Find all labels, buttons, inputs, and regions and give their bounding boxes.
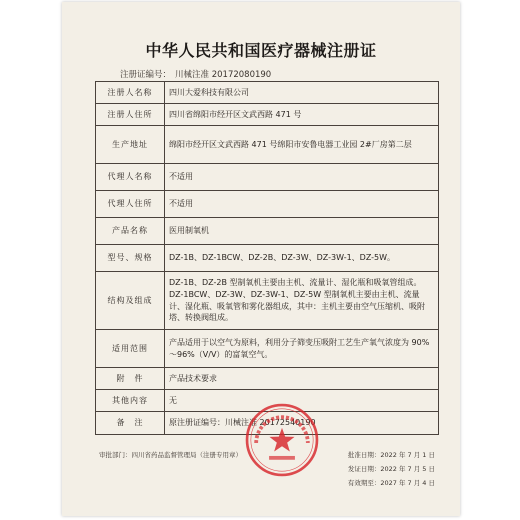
row-value: 产品适用于以空气为原料，利用分子筛变压吸附工艺生产氧气浓度为 90%～96%（V/V）的富氧空气。 [165, 330, 439, 368]
expiry-date: 有效期至：2027 年 7 月 4 日 [347, 479, 435, 487]
approval-agency [99, 450, 242, 459]
row-label: 注册人住所 [96, 104, 165, 126]
table-row [96, 164, 439, 191]
row-value: 原注册证编号：川械注准 20172540190 [165, 412, 439, 435]
row-value: DZ-1B、DZ-2B 型制氧机主要由主机、流量计、湿化瓶和吸氧管组成。DZ-1BCW、DZ-3W、DZ-3W-1、DZ-5W 型制氧机主要由主机、流量计、湿化瓶、吸氧管和雾化器组成，其中：主机主要由空气压缩机、吸附塔、转换阀组成。 [165, 272, 439, 330]
table-row [96, 272, 439, 330]
row-label: 其他内容 [96, 390, 165, 412]
row-value: 不适用 [165, 191, 439, 218]
agency-sub: （注册专用章） [196, 451, 242, 459]
table-row [96, 390, 439, 412]
row-value: DZ-1B、DZ-1BCW、DZ-2B、DZ-3W、DZ-3W-1、DZ-5W。 [165, 245, 439, 272]
registration-number-label: 注册证编号： [120, 70, 172, 80]
certificate-title: 中华人民共和国医疗器械注册证 [145, 41, 377, 60]
row-value: 不适用 [165, 164, 439, 191]
row-label: 注册人名称 [96, 82, 165, 104]
approval-date: 批准日期：2022 年 7 月 1 日 [347, 451, 435, 459]
agency-name: 四川省药品监督管理局 [131, 451, 197, 459]
table-row [96, 126, 439, 164]
table-row [96, 191, 439, 218]
row-label: 型号、规格 [96, 245, 165, 272]
certificate-page [62, 2, 460, 516]
row-value: 四川大爱科技有限公司 [165, 82, 439, 104]
row-label: 备 注 [96, 412, 165, 435]
table-row [96, 218, 439, 245]
approval-dates [348, 450, 435, 492]
certificate-table [95, 81, 439, 435]
row-label: 适用范围 [96, 330, 165, 368]
registration-number [120, 68, 271, 80]
row-value: 四川省绵阳市经开区文武西路 471 号 [165, 104, 439, 126]
table-row [96, 368, 439, 390]
row-label: 结构及组成 [96, 272, 165, 330]
row-label: 生产地址 [96, 126, 165, 164]
row-label: 代理人住所 [96, 191, 165, 218]
approval-footer [99, 448, 435, 498]
table-row [96, 245, 439, 272]
table-row [96, 412, 439, 435]
table-row [96, 330, 439, 368]
issue-date: 发证日期：2022 年 7 月 5 日 [347, 465, 435, 473]
row-value: 无 [165, 390, 439, 412]
agency-label: 审批部门： [99, 451, 132, 459]
row-value: 产品技术要求 [165, 368, 439, 390]
row-label: 附 件 [96, 368, 165, 390]
registration-number-value: 川械注准 20172080190 [175, 70, 272, 80]
row-label: 产品名称 [96, 218, 165, 245]
table-row [96, 82, 439, 104]
row-label: 代理人名称 [96, 164, 165, 191]
table-row [96, 104, 439, 126]
row-value: 绵阳市经开区文武西路 471 号绵阳市安鲁电器工业园 2#厂房第二层 [165, 126, 439, 164]
row-value: 医用制氧机 [165, 218, 439, 245]
